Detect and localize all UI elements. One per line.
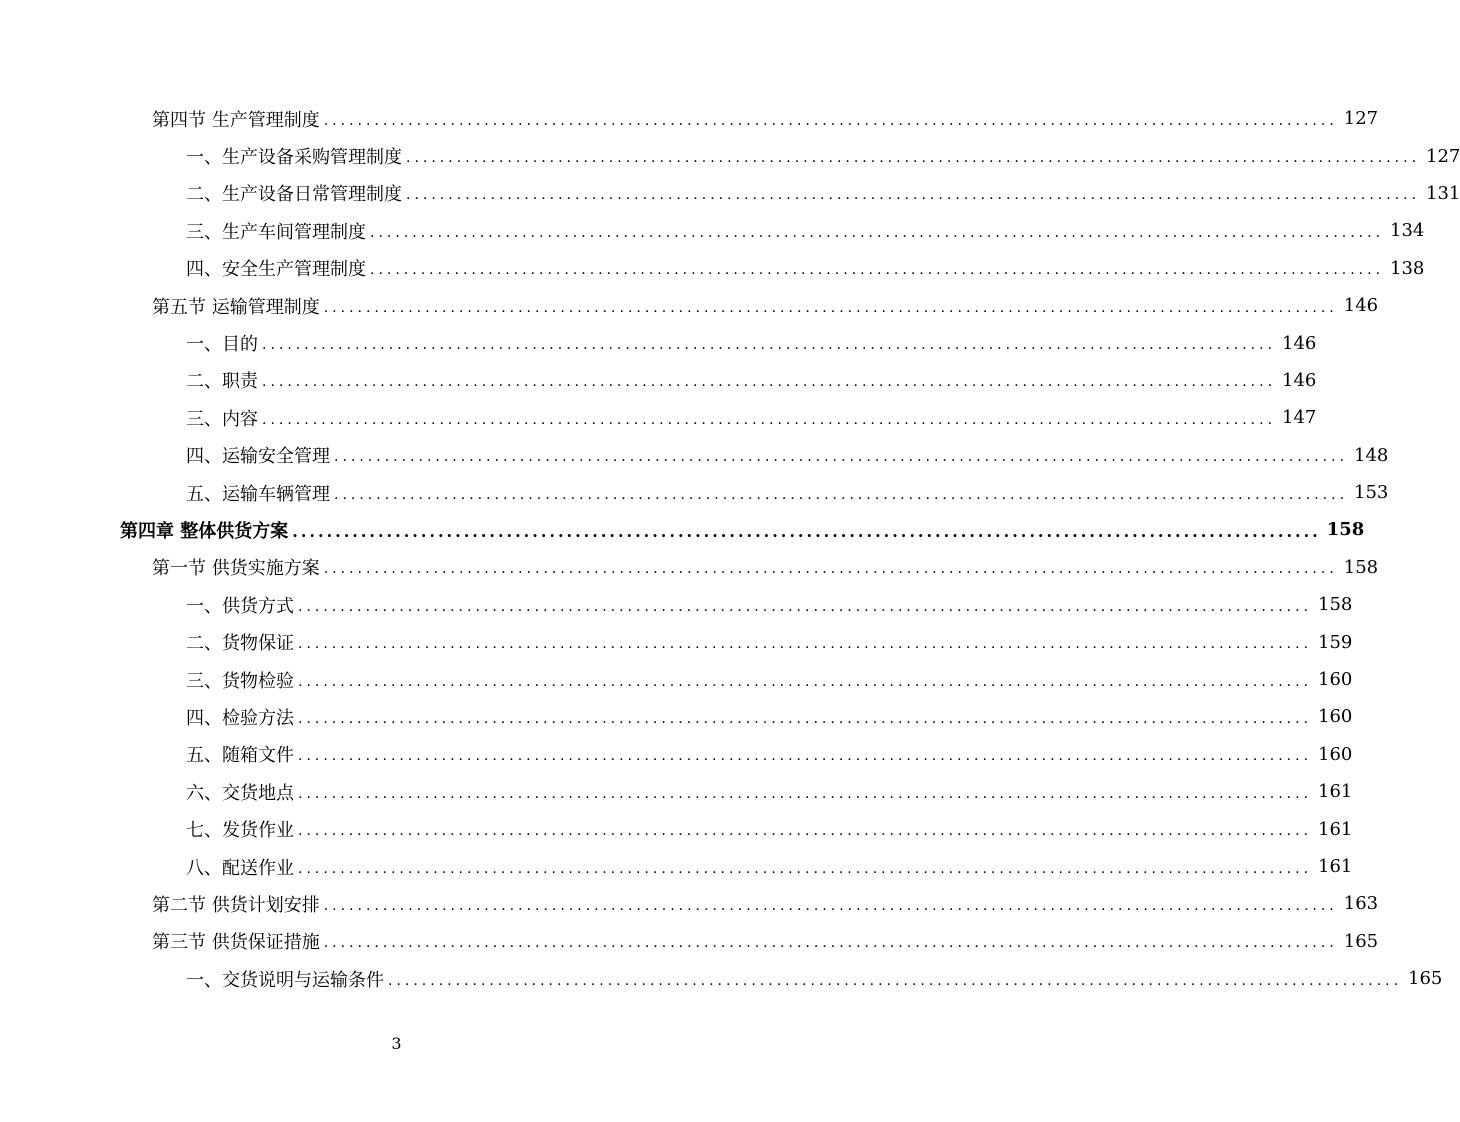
table-of-contents [0, 100, 1460, 997]
dot-leader: ........................................................................................................................ [323, 935, 1338, 952]
toc-entry-label: 五、随箱文件 [186, 745, 294, 767]
toc-entry-page: 146 [1282, 369, 1317, 391]
toc-entry-page: 158 [1326, 519, 1365, 541]
toc-entry-page: 138 [1390, 257, 1425, 279]
toc-entry-page: 160 [1318, 669, 1353, 691]
toc-entry-item[interactable] [0, 399, 1317, 436]
page-number: 3 [391, 1034, 402, 1053]
toc-entry-item[interactable] [0, 474, 1389, 511]
dot-leader: ........................................................................................................................ [262, 411, 1277, 428]
dot-leader: ........................................................................................................................ [292, 522, 1321, 542]
toc-entry-page: 158 [1318, 594, 1353, 616]
toc-entry-label: 四、检验方法 [186, 707, 294, 729]
toc-entry-page: 146 [1282, 332, 1317, 354]
dot-leader: ........................................................................................................................ [406, 150, 1421, 167]
toc-entry-item[interactable] [0, 212, 1425, 249]
toc-entry-item[interactable] [0, 661, 1353, 698]
toc-entry-label: 二、生产设备日常管理制度 [186, 184, 402, 206]
toc-entry-item[interactable] [0, 810, 1353, 847]
toc-entry-label: 八、配送作业 [186, 857, 294, 879]
dot-leader: ........................................................................................................................ [298, 673, 1313, 690]
toc-entry-item[interactable] [0, 137, 1460, 174]
toc-entry-label: 二、职责 [186, 371, 258, 393]
dot-leader: ........................................................................................................................ [298, 748, 1313, 765]
toc-entry-label: 三、生产车间管理制度 [186, 221, 366, 243]
toc-entry-label: 第三节 供货保证措施 [152, 932, 320, 954]
toc-entry-section[interactable] [0, 100, 1379, 137]
toc-entry-page: 146 [1343, 295, 1379, 317]
toc-entry-page: 160 [1318, 706, 1353, 728]
toc-entry-page: 127 [1426, 145, 1460, 167]
toc-entry-label: 第四章 整体供货方案 [120, 520, 289, 542]
dot-leader: ........................................................................................................................ [298, 710, 1313, 727]
toc-entry-label: 一、交货说明与运输条件 [186, 969, 384, 991]
dot-leader: ........................................................................................................................ [334, 449, 1349, 466]
toc-entry-item[interactable] [0, 960, 1443, 997]
toc-entry-page: 127 [1343, 108, 1379, 130]
dot-leader: ........................................................................................................................ [334, 486, 1349, 503]
dot-leader: ........................................................................................................................ [262, 337, 1277, 354]
dot-leader: ........................................................................................................................ [298, 636, 1313, 653]
toc-entry-page: 160 [1318, 743, 1353, 765]
toc-entry-item[interactable] [0, 586, 1353, 623]
toc-entry-page: 134 [1390, 220, 1425, 242]
toc-entry-page: 165 [1408, 968, 1443, 990]
toc-entry-item[interactable] [0, 623, 1353, 660]
toc-entry-section[interactable] [0, 549, 1379, 586]
toc-entry-label: 五、运输车辆管理 [186, 483, 330, 505]
dot-leader: ........................................................................................................................ [370, 262, 1385, 279]
dot-leader: ........................................................................................................................ [323, 299, 1338, 316]
dot-leader: ........................................................................................................................ [370, 224, 1385, 241]
toc-entry-item[interactable] [0, 736, 1353, 773]
toc-entry-page: 131 [1426, 182, 1460, 204]
toc-entry-item[interactable] [0, 848, 1353, 885]
dot-leader: ........................................................................................................................ [298, 823, 1313, 840]
toc-entry-label: 三、内容 [186, 408, 258, 430]
toc-entry-item[interactable] [0, 698, 1353, 735]
toc-entry-page: 161 [1318, 781, 1353, 803]
toc-entry-page: 161 [1318, 818, 1353, 840]
toc-entry-page: 147 [1282, 407, 1317, 429]
toc-entry-section[interactable] [0, 885, 1379, 922]
toc-entry-page: 153 [1354, 482, 1389, 504]
toc-entry-item[interactable] [0, 175, 1460, 212]
toc-entry-label: 第五节 运输管理制度 [152, 296, 320, 318]
toc-entry-label: 三、货物检验 [186, 670, 294, 692]
toc-entry-item[interactable] [0, 250, 1425, 287]
toc-entry-label: 七、发货作业 [186, 820, 294, 842]
dot-leader: ........................................................................................................................ [323, 561, 1338, 578]
toc-entry-label: 四、安全生产管理制度 [186, 259, 366, 281]
dot-leader: ........................................................................................................................ [323, 897, 1338, 914]
toc-entry-label: 第二节 供货计划安排 [152, 894, 320, 916]
toc-entry-page: 161 [1318, 856, 1353, 877]
toc-entry-page: 163 [1343, 893, 1379, 915]
dot-leader: ........................................................................................................................ [406, 187, 1421, 204]
toc-entry-label: 第四节 生产管理制度 [152, 109, 320, 131]
toc-entry-item[interactable] [0, 362, 1317, 399]
dot-leader: ........................................................................................................................ [298, 860, 1313, 877]
toc-entry-label: 六、交货地点 [186, 782, 294, 804]
toc-entry-label: 二、货物保证 [186, 633, 294, 655]
dot-leader: ........................................................................................................................ [262, 374, 1277, 391]
toc-entry-page: 158 [1343, 556, 1379, 578]
dot-leader: ........................................................................................................................ [298, 785, 1313, 802]
dot-leader: ........................................................................................................................ [298, 598, 1313, 615]
dot-leader: ........................................................................................................................ [388, 972, 1403, 989]
toc-entry-label: 一、生产设备采购管理制度 [186, 147, 402, 169]
toc-entry-label: 第一节 供货实施方案 [152, 558, 320, 580]
toc-entry-page: 159 [1318, 631, 1353, 653]
toc-entry-section[interactable] [0, 287, 1379, 324]
toc-entry-item[interactable] [0, 324, 1317, 361]
toc-entry-item[interactable] [0, 437, 1389, 474]
toc-entry-chapter[interactable] [0, 511, 1365, 548]
toc-entry-label: 四、运输安全管理 [186, 446, 330, 468]
dot-leader: ........................................................................................................................ [323, 112, 1338, 129]
toc-entry-item[interactable] [0, 773, 1353, 810]
toc-entry-page: 148 [1354, 444, 1389, 466]
toc-entry-page: 165 [1343, 930, 1379, 952]
toc-entry-section[interactable] [0, 923, 1379, 960]
toc-entry-label: 一、供货方式 [186, 595, 294, 617]
toc-entry-label: 一、目的 [186, 334, 258, 356]
